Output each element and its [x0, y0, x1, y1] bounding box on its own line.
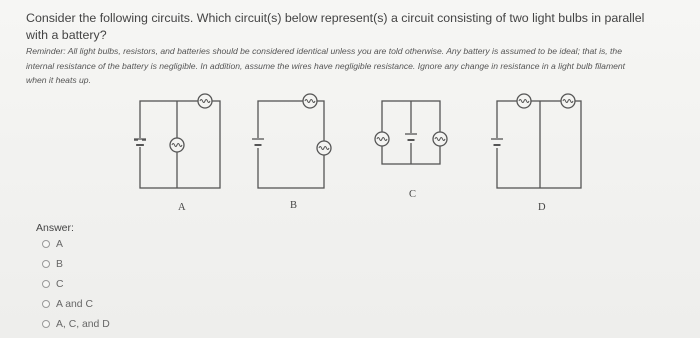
circuit-label-d: D [538, 202, 546, 213]
question-text: Consider the following circuits. Which circuit(s) below represent(s) a circuit consisting of two light bulbs in parallel with a battery? [26, 11, 645, 42]
option-a-and-c[interactable] [42, 296, 93, 312]
circuit-b [252, 94, 331, 188]
answer-title: Answer: [36, 222, 74, 234]
option-a[interactable] [42, 236, 63, 252]
option-a-c-and-d[interactable] [42, 316, 110, 332]
circuit-label-b: B [290, 200, 298, 211]
circuit-a [134, 94, 220, 188]
circuit-label-c: C [409, 189, 417, 200]
option-a-label: A [56, 238, 63, 250]
option-c-radio[interactable] [42, 280, 50, 288]
option-a-and-c-label: A and C [56, 298, 93, 310]
option-a-radio[interactable] [42, 240, 50, 248]
circuit-d [491, 94, 581, 188]
circuit-c [375, 101, 447, 164]
circuits-figure [120, 92, 600, 217]
option-a-c-and-d-label: A, C, and D [56, 318, 110, 330]
option-c[interactable] [42, 276, 64, 292]
option-a-and-c-radio[interactable] [42, 300, 50, 308]
option-b-label: B [56, 258, 63, 270]
option-c-label: C [56, 278, 64, 290]
option-a-c-and-d-radio[interactable] [42, 320, 50, 328]
circuit-diagrams [120, 92, 600, 217]
option-b-radio[interactable] [42, 260, 50, 268]
reminder-text: Reminder: All light bulbs, resistors, and batteries should be considered identical unless you are told otherwise. Any battery is assumed to be ideal; that is, the internal resistance of the battery is negligible. In addition, assume the wires have negligible resistance. Ignore any change in resistance in a light bulb filament when it heats up. [26, 46, 626, 85]
circuit-label-a: A [178, 202, 186, 213]
option-b[interactable] [42, 256, 63, 272]
